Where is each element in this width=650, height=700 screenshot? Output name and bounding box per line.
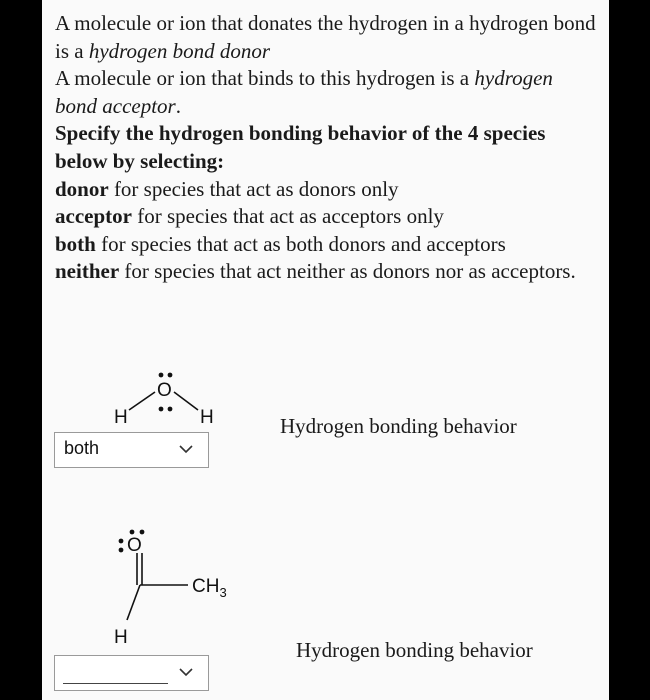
lone-pair-dot bbox=[130, 530, 135, 535]
subscript: 3 bbox=[219, 584, 227, 600]
atom-ch3: $CH_3$ bbox=[192, 576, 227, 600]
lone-pair-dot bbox=[119, 539, 124, 544]
behavior-select[interactable] bbox=[54, 655, 209, 691]
option-neither: neither for species that act neither as donors nor as acceptors. bbox=[55, 259, 576, 284]
behavior-label: Hydrogen bonding behavior bbox=[280, 414, 517, 438]
chevron-down-icon bbox=[178, 666, 194, 678]
question-panel bbox=[42, 0, 609, 700]
acetic-acid-bonds bbox=[42, 0, 609, 700]
c-o-single-bond bbox=[127, 585, 140, 620]
atom-h: H bbox=[114, 407, 128, 428]
atom-h: H bbox=[114, 627, 128, 648]
behavior-label: Hydrogen bonding behavior bbox=[296, 638, 533, 662]
atom-o: O bbox=[127, 535, 142, 556]
lone-pair-dot bbox=[119, 548, 124, 553]
option-acceptor: acceptor for species that act as acceptors only bbox=[55, 204, 444, 229]
selected-value: both bbox=[64, 438, 100, 458]
acceptor-term: hydrogen bond acceptor bbox=[55, 66, 553, 118]
donor-term: hydrogen bond donor bbox=[88, 38, 271, 63]
lone-pair-dot bbox=[140, 530, 145, 535]
atom-o: O bbox=[157, 380, 172, 401]
empty-field-line bbox=[63, 683, 168, 684]
option-donor: donor for species that act as donors only bbox=[55, 176, 399, 201]
atom-h: H bbox=[200, 407, 214, 428]
instructions-heading: Specify the hydrogen bonding behavior of the 4 species below by selecting: bbox=[55, 121, 546, 173]
option-both: both for species that act as both donors and acceptors bbox=[55, 231, 506, 256]
intro-donor-sentence: A molecule or ion that donates the hydrogen in a hydrogen bond is a hydrogen bond donor bbox=[55, 11, 596, 63]
intro-acceptor-sentence: A molecule or ion that binds to this hydrogen is a hydrogen bond acceptor. bbox=[55, 66, 553, 118]
